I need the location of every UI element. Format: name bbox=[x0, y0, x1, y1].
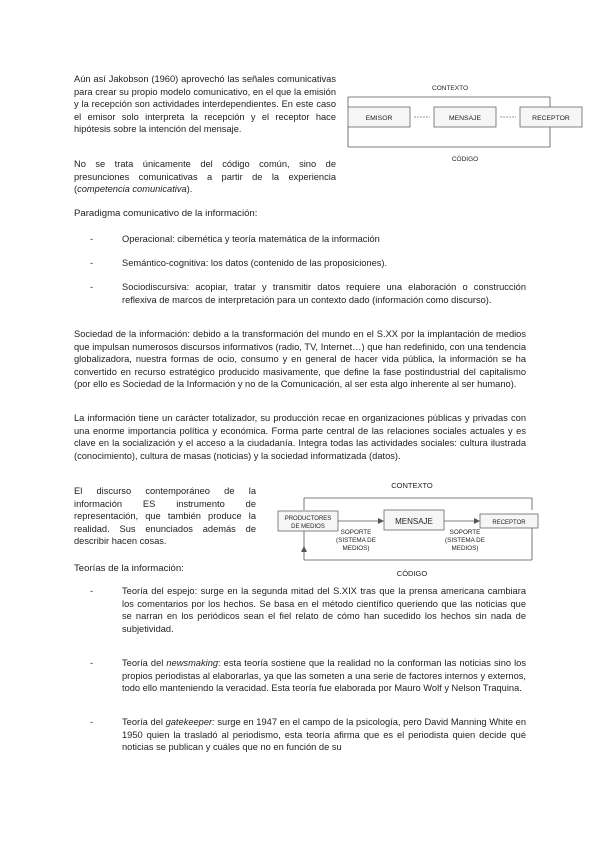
receptor-label: RECEPTOR bbox=[492, 520, 526, 526]
media-diagram bbox=[272, 478, 588, 582]
theory-newsmaking bbox=[122, 657, 526, 695]
paradigm-heading: Paradigma comunicativo de la información: bbox=[74, 208, 258, 219]
bullet-dash: - bbox=[90, 658, 94, 668]
code-arrowhead bbox=[301, 546, 307, 552]
competence-text: No se trata únicamente del código común, sino de presunciones comunicativas a partir de la experiencia ( bbox=[74, 159, 336, 195]
bullet-dash: - bbox=[90, 282, 94, 292]
arrowhead-mensaje-receptor bbox=[474, 518, 480, 524]
discourse-paragraph: El discurso contemporáneo de la información ES instrumento de representación, que también produce la realidad. Sus enunciados además de describir hacen cosas. bbox=[74, 486, 256, 547]
emisor-label: EMISOR bbox=[365, 115, 393, 122]
soporte-left-line3: MEDIOS) bbox=[342, 545, 370, 552]
bullet-dash: - bbox=[90, 586, 94, 596]
productores-label-line1: PRODUCTORES bbox=[284, 516, 332, 522]
soporte-right-line1: SOPORTE bbox=[449, 529, 481, 536]
theory-gatekeeper-term: gatekeeper: bbox=[165, 717, 215, 727]
receptor-label: RECEPTOR bbox=[532, 115, 570, 122]
theory-gatekeeper bbox=[122, 716, 526, 754]
theory-mirror: Teoría del espejo: surge en la segunda mitad del S.XIX tras que la prensa americana cambiara los comentarios por los hechos. Se basa en el método científico queriendo que las noticias que se narran en los periódicos sean el fiel relato de cómo han sucedido los hechos sin nada de subjetividad. bbox=[122, 586, 526, 634]
diagram1-context-label: CONTEXTO bbox=[432, 85, 468, 92]
paradigm-item-semantic: Semántico-cognitiva: los datos (contenido de las proposiciones). bbox=[122, 258, 388, 268]
mensaje-label: MENSAJE bbox=[448, 115, 482, 122]
bullet-dash: - bbox=[90, 717, 94, 727]
society-paragraph: Sociedad de la información: debido a la transformación del mundo en el S.XX por la implantación de medios que impulsan numerosos discursos informativos (radio, TV, Internet…) que han redefinido, con una tendencia globalizadora, nuestra formas de ocio, consumo y en general de hacer vida pública, la información se ha convertido en recurso estratégico producido masivamente, que define la fase postindustrial del capitalismo (por ello es Sociedad de la Información y no de la Comunicación, al ser esta algo inherente al ser humano). bbox=[74, 329, 526, 390]
theory-newsmaking-term: newsmaking bbox=[166, 658, 219, 668]
soporte-right-line2: (SISTEMA DE bbox=[445, 537, 485, 544]
diagram2-context-label: CONTEXTO bbox=[391, 481, 433, 490]
productores-label-line2: DE MEDIOS bbox=[291, 524, 325, 530]
totalizing-paragraph: La información tiene un carácter totalizador, su producción recae en organizaciones públicas y privadas con una enorme importancia política y económica. Forma parte central de las relaciones sociales actuales y es clave en la socialización y el acceso a la ciudadanía. Integra todas las actividades sociales: cultura ilustrada (conocimiento), cultura de masas (noticias) y la sociedad informatizada (datos). bbox=[74, 413, 526, 461]
jakobson-paragraph: Aún así Jakobson (1960) aprovechó las señales comunicativas para crear su propio modelo comunicativo, en el que la emisión y la recepción son actividades interdependientes. En este caso el emisor solo interpreta la recepción y el receptor hace hipótesis sobre la intención del mensaje. bbox=[74, 74, 336, 135]
paradigm-item-sociodiscursive: Sociodiscursiva: acopiar, tratar y transmitir datos requiere una elaboración o construcción reflexiva de marcos de interpretación para un contexto dado (información como discurso). bbox=[122, 282, 526, 305]
soporte-left-line1: SOPORTE bbox=[340, 529, 372, 536]
competence-end: ). bbox=[186, 184, 193, 195]
paradigm-item-operational: Operacional: cibernética y teoría matemática de la información bbox=[122, 234, 380, 244]
theories-heading: Teorías de la información: bbox=[74, 563, 184, 574]
theory-newsmaking-prefix: Teoría del bbox=[122, 658, 167, 668]
bullet-dash: - bbox=[90, 258, 94, 268]
soporte-right-line3: MEDIOS) bbox=[451, 545, 479, 552]
diagram1-code-label: CÓDIGO bbox=[451, 156, 479, 163]
mensaje-label: MENSAJE bbox=[395, 517, 433, 526]
soporte-left-line2: (SISTEMA DE bbox=[336, 537, 376, 544]
competence-italic: competencia comunicativa bbox=[77, 184, 187, 195]
theory-gatekeeper-body: surge en 1947 en el campo de la psicología, pero David Manning White en 1950 quien la trasladó al periodismo, esta teoría afirma que es el periodista quien decide qué noticias se publican y cuáles que no en función de su bbox=[122, 717, 526, 753]
bullet-dash: - bbox=[90, 234, 94, 244]
competence-paragraph bbox=[74, 158, 336, 196]
theory-newsmaking-body: : esta teoría sostiene que la realidad no la conforman las noticias sino los propios periodistas al elaborarlas, ya que las someten a una serie de factores internos y externos, todo ello manteniendo la veracidad. Esta teoría fue elaborada por Mauro Wolf y Nelson Traquina. bbox=[122, 658, 526, 694]
theory-gatekeeper-prefix: Teoría del bbox=[122, 717, 166, 727]
arrowhead-productores-mensaje bbox=[378, 518, 384, 524]
diagram2-code-label: CÓDIGO bbox=[396, 569, 428, 578]
jakobson-diagram bbox=[342, 80, 588, 172]
